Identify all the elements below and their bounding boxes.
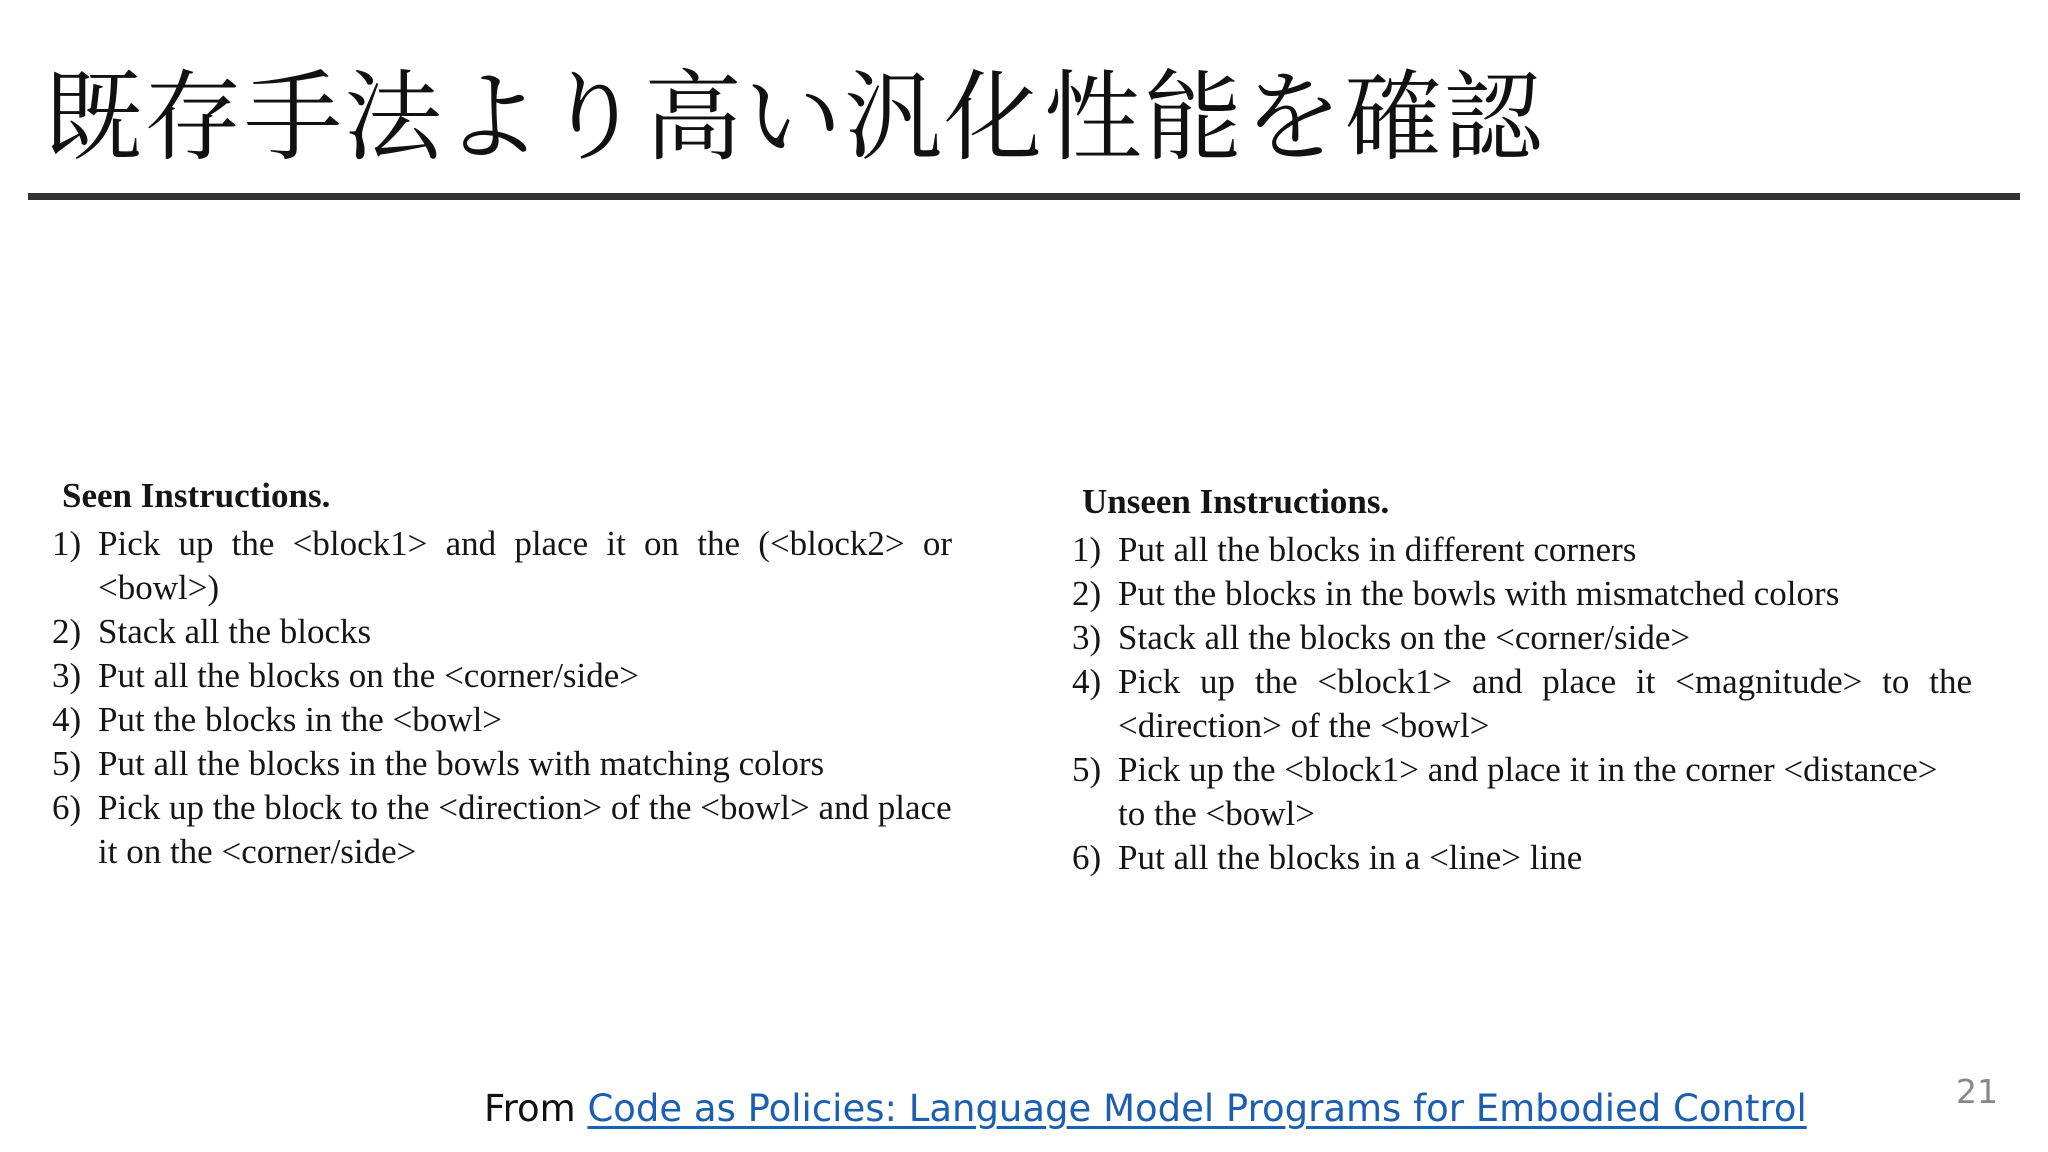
slide-number: 21 xyxy=(1956,1072,1998,1111)
unseen-instructions-list xyxy=(1072,528,1972,880)
title-divider xyxy=(28,193,2020,200)
seen-instruction-number: 4) xyxy=(52,700,82,739)
seen-instruction-text: Put all the blocks in the bowls with matching colors xyxy=(98,744,825,783)
seen-instructions-list xyxy=(52,522,952,874)
seen-instruction-item xyxy=(52,610,952,654)
unseen-instruction-text: Pick up the <block1> and place it in the corner <distance> to the <bowl> xyxy=(1118,750,1938,833)
unseen-instruction-item xyxy=(1072,660,1972,748)
unseen-instructions-panel xyxy=(1072,480,1972,880)
unseen-instruction-text: Put all the blocks in a <line> line xyxy=(1118,838,1583,877)
seen-instructions-panel xyxy=(52,474,952,874)
seen-instruction-text: Put the blocks in the <bowl> xyxy=(98,700,503,739)
unseen-instruction-item xyxy=(1072,836,1972,880)
unseen-instruction-item xyxy=(1072,748,1972,836)
source-citation xyxy=(484,1086,1807,1132)
unseen-instruction-text: Pick up the <block1> and place it <magnitude> to the <direction> of the <bowl> xyxy=(1118,662,1972,745)
unseen-instruction-text: Stack all the blocks on the <corner/side> xyxy=(1118,618,1691,657)
unseen-instruction-item xyxy=(1072,572,1972,616)
unseen-instruction-number: 1) xyxy=(1072,530,1102,569)
unseen-instruction-number: 5) xyxy=(1072,750,1102,789)
source-paper-link[interactable]: Code as Policies: Language Model Programs for Embodied Control xyxy=(587,1087,1807,1130)
seen-instruction-number: 5) xyxy=(52,744,82,783)
seen-instruction-item xyxy=(52,654,952,698)
seen-instruction-text: Pick up the <block1> and place it on the (<block2> or <bowl>) xyxy=(98,524,952,607)
unseen-instruction-number: 3) xyxy=(1072,618,1102,657)
seen-instruction-number: 6) xyxy=(52,788,82,827)
seen-instruction-number: 2) xyxy=(52,612,82,651)
unseen-instruction-number: 2) xyxy=(1072,574,1102,613)
seen-instructions-heading: Seen Instructions. xyxy=(62,476,331,515)
seen-instruction-item xyxy=(52,522,952,610)
unseen-instruction-text: Put all the blocks in different corners xyxy=(1118,530,1637,569)
seen-instruction-text: Pick up the block to the <direction> of the <bowl> and place it on the <corner/side> xyxy=(98,788,952,871)
unseen-instructions-heading: Unseen Instructions. xyxy=(1082,482,1390,521)
unseen-instruction-number: 6) xyxy=(1072,838,1102,877)
unseen-instruction-item xyxy=(1072,528,1972,572)
source-prefix: From xyxy=(484,1087,588,1130)
seen-instruction-number: 3) xyxy=(52,656,82,695)
unseen-instruction-item xyxy=(1072,616,1972,660)
seen-instruction-item xyxy=(52,698,952,742)
seen-instruction-item xyxy=(52,786,952,874)
seen-instruction-number: 1) xyxy=(52,524,82,563)
seen-instruction-text: Put all the blocks on the <corner/side> xyxy=(98,656,640,695)
seen-instruction-text: Stack all the blocks xyxy=(98,612,372,651)
unseen-instruction-number: 4) xyxy=(1072,662,1102,701)
unseen-instruction-text: Put the blocks in the bowls with mismatched colors xyxy=(1118,574,1840,613)
slide-title: 既存手法より高い汎化性能を確認 xyxy=(44,61,1545,175)
seen-instruction-item xyxy=(52,742,952,786)
